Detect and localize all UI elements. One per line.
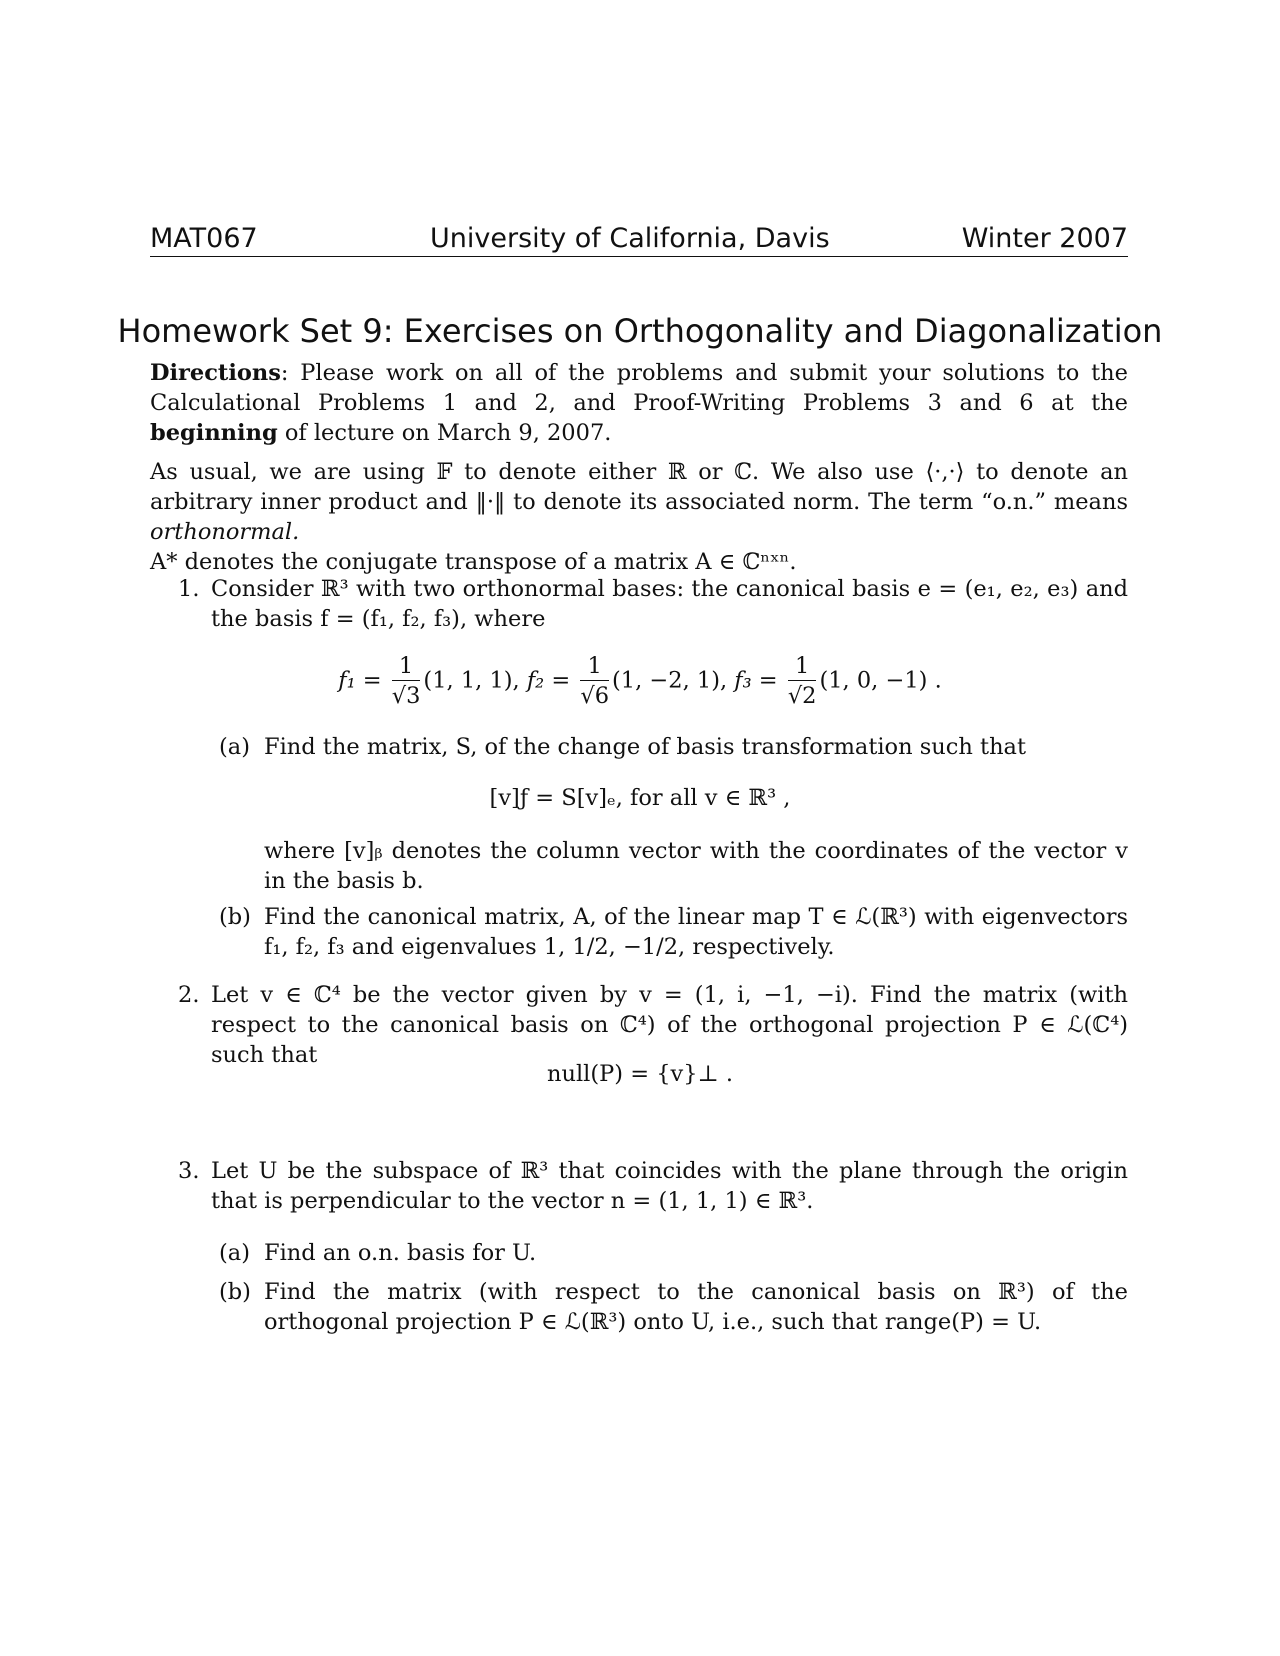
directions-paragraph: [150, 358, 1128, 448]
university-name: University of California, Davis: [430, 223, 830, 254]
problem-2-number: 2.: [178, 982, 200, 1008]
problem-1a-label: (a): [219, 734, 250, 760]
problem-3a: [219, 1238, 1128, 1268]
directions-bold: beginning: [150, 420, 278, 446]
problem-3-number: 3.: [178, 1158, 200, 1184]
change-of-basis-equation: [v]ƒ = S[v]ₑ, for all v ∈ ℝ³ ,: [489, 785, 791, 811]
directions-label: Directions: [150, 360, 281, 386]
problem-3-text: Let U be the subspace of ℝ³ that coincides with the plane through the origin that is perpendicular to the vector n = (1, 1, 1) ∈ ℝ³.: [211, 1158, 1128, 1214]
term: Winter 2007: [961, 223, 1128, 254]
problem-1a: [219, 732, 1128, 762]
problem-1b: [219, 902, 1128, 962]
basis-f-equation: f₁ = $\frac{1}{√3}$ (1, 1, 1), f₂ = $\frac{1}{√6}$ (1, −2, 1), f₃ = $\frac{1}{√2}$ (1, 0, −1) .: [338, 653, 942, 709]
problem-1-text: Consider ℝ³ with two orthonormal bases: the canonical basis e = (e₁, e₂, e₃) and the basis f = (f₁, f₂, f₃), where: [211, 576, 1128, 632]
page-title: Homework Set 9: Exercises on Orthogonality and Diagonalization: [117, 312, 1163, 350]
problem-1b-text: Find the canonical matrix, A, of the linear map T ∈ ℒ(ℝ³) with eigenvectors f₁, f₂, f₃ and eigenvalues 1, 1/2, −1/2, respectively.: [264, 904, 1128, 960]
problem-2-text: Let v ∈ ℂ⁴ be the vector given by v = (1, i, −1, −i). Find the matrix (with respect to the canonical basis on ℂ⁴) of the orthogonal projection P ∈ ℒ(ℂ⁴) such that: [211, 982, 1128, 1068]
problem-3b-text: Find the matrix (with respect to the canonical basis on ℝ³) of the orthogonal projection P ∈ ℒ(ℝ³) onto U, i.e., such that range(P) = U.: [264, 1279, 1128, 1335]
problem-1: [150, 574, 1128, 634]
problem-3a-label: (a): [219, 1240, 250, 1266]
notation-italic: orthonormal.: [150, 519, 300, 545]
notation-paragraph: [150, 457, 1128, 577]
null-space-equation: null(P) = {v}⊥ .: [546, 1061, 734, 1087]
problem-3b: [219, 1277, 1128, 1337]
problem-2: [150, 980, 1128, 1070]
problem-1-number: 1.: [178, 576, 200, 602]
problem-1a-text: Find the matrix, S, of the change of basis transformation such that: [264, 734, 1027, 760]
notation-text-1: As usual, we are using 𝔽 to denote either ℝ or ℂ. We also use ⟨·,·⟩ to denote an arbitrary inner product and ‖·‖ to denote its associated norm. The term “o.n.” means: [150, 459, 1128, 515]
problem-1a-continued: [219, 836, 1128, 896]
problem-3: [150, 1156, 1128, 1216]
fraction-1: $\frac{1}{√3}$: [391, 653, 421, 709]
course-code: MAT067: [150, 223, 258, 254]
fraction-3: $\frac{1}{√2}$: [787, 653, 817, 709]
problem-3b-label: (b): [219, 1279, 251, 1305]
fraction-2: $\frac{1}{√6}$: [580, 653, 610, 709]
problem-1b-label: (b): [219, 904, 251, 930]
directions-text-1: : Please work on all of the problems and submit your solutions to the Calculational Problems 1 and 2, and Proof-Writing Problems 3 and 6 at the: [150, 360, 1128, 416]
notation-text-2: A* denotes the conjugate transpose of a matrix A ∈ ℂⁿˣⁿ.: [150, 549, 797, 575]
problem-1a-text-2: where [v]ᵦ denotes the column vector with the coordinates of the vector v in the basis b.: [264, 838, 1128, 894]
page-header: [150, 222, 1128, 257]
problem-3a-text: Find an o.n. basis for U.: [264, 1240, 537, 1266]
directions-text-2: of lecture on March 9, 2007.: [277, 420, 612, 446]
